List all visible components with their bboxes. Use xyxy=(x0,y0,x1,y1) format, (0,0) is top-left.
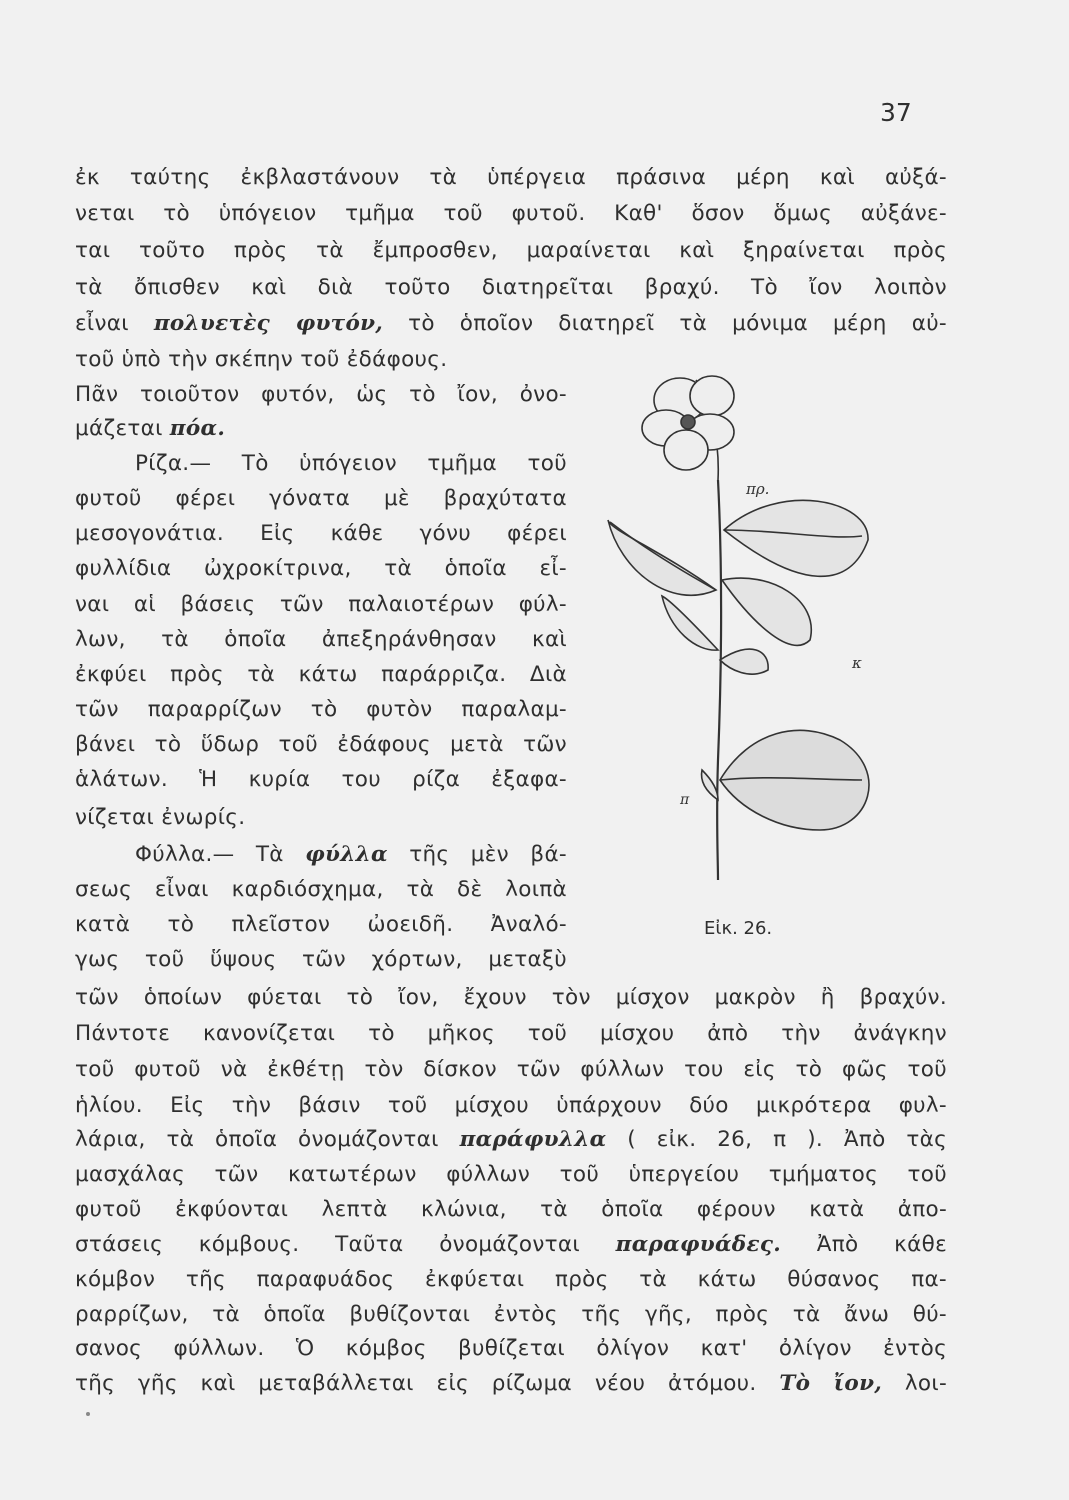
text-line: φυτοῦ ἐκφύονται λεπτὰ κλώνια, τὰ ὁποῖα φέρουν κατὰ ἀπο- xyxy=(75,1197,947,1222)
text-line xyxy=(75,1227,947,1263)
text-line xyxy=(75,306,947,342)
text-line xyxy=(75,837,567,873)
text-span: τῆς μὲν βά- xyxy=(387,842,567,867)
text-span: — Τὰ xyxy=(212,842,306,867)
text-line: κατὰ τὸ πλεῖστον ὠοειδῆ. Ἀναλό- xyxy=(75,912,567,937)
text-line: τῶν ὁποίων φύεται τὸ ἴον, ἔχουν τὸν μίσχον μακρὸν ἢ βραχύν. xyxy=(75,985,947,1010)
text-line: ραρρίζων, τὰ ὁποῖα βυθίζονται ἐντὸς τῆς γῆς, πρὸς τὰ ἄνω θύ- xyxy=(75,1302,947,1327)
text-span: στάσεις κόμβους. Ταῦτα ὀνομάζονται xyxy=(75,1232,616,1257)
text-line: ἁλάτων. Ἡ κυρία του ρίζα ἐξαφα- xyxy=(75,767,567,792)
page-number: 37 xyxy=(880,98,912,127)
term-to-ion: Τὸ ἴον, xyxy=(779,1371,883,1396)
text-line xyxy=(75,446,567,482)
text-line: τοῦ φυτοῦ νὰ ἐκθέτῃ τὸν δίσκον τῶν φύλλων του εἰς τὸ φῶς τοῦ xyxy=(75,1057,947,1082)
text-line: Πᾶν τοιοῦτον φυτόν, ὡς τὸ ἴον, ὀνο- xyxy=(75,382,567,407)
text-line: γως τοῦ ὕψους τῶν χόρτων, μεταξὺ xyxy=(75,947,567,972)
text-span: λάρια, τὰ ὁποῖα ὀνομάζονται xyxy=(75,1127,460,1152)
text-span: λοι- xyxy=(882,1371,948,1396)
section-heading-fylla: Φύλλα. xyxy=(135,842,213,867)
term-poa: πόα. xyxy=(169,416,226,441)
text-span: Ἀπὸ κάθε xyxy=(781,1232,947,1257)
text-line: βάνει τὸ ὕδωρ τοῦ ἐδάφους μετὰ τῶν xyxy=(75,732,567,757)
text-line: τοῦ ὑπὸ τὴν σκέπην τοῦ ἐδάφους. xyxy=(75,347,448,372)
text-line: κόμβον τῆς παραφυάδος ἐκφύεται πρὸς τὰ κάτω θύσανος πα- xyxy=(75,1267,947,1292)
text-span: τῆς γῆς καὶ μεταβάλλεται εἰς ρίζωμα νέου ἀτόμου. xyxy=(75,1371,780,1396)
text-line: ἐκ ταύτης ἐκβλαστάνουν τὰ ὑπέργεια πράσινα μέρη καὶ αὐξά- xyxy=(75,165,947,190)
violet-plant-illustration xyxy=(600,360,890,960)
text-line: ται τοῦτο πρὸς τὰ ἔμπροσθεν, μαραίνεται καὶ ξηραίνεται πρὸς xyxy=(75,238,947,263)
text-line: Πάντοτε κανονίζεται τὸ μῆκος τοῦ μίσχου ἀπὸ τὴν ἀνάγκην xyxy=(75,1021,947,1046)
text-line: ἐκφύει πρὸς τὰ κάτω παράρριζα. Διὰ xyxy=(75,662,567,687)
term-parafylla: παράφυλλα xyxy=(459,1127,607,1152)
figure-label-p: π xyxy=(680,792,690,808)
text-line: τῶν παραρρίζων τὸ φυτὸν παραλαμ- xyxy=(75,697,567,722)
ink-dot xyxy=(86,1412,90,1416)
text-line: λων, τὰ ὁποῖα ἀπεξηράνθησαν καὶ xyxy=(75,627,567,652)
text-line: φυτοῦ φέρει γόνατα μὲ βραχύτατα xyxy=(75,486,567,511)
term-fylla: φύλλα xyxy=(305,842,388,867)
text-line: σανος φύλλων. Ὁ κόμβος βυθίζεται ὀλίγον κατ' ὀλίγον ἐντὸς xyxy=(75,1336,947,1361)
text-line: τὰ ὄπισθεν καὶ διὰ τοῦτο διατηρεῖται βραχύ. Τὸ ἴον λοιπὸν xyxy=(75,275,947,300)
text-line xyxy=(75,1122,947,1158)
text-line: μασχάλας τῶν κατωτέρων φύλλων τοῦ ὑπεργείου τμήματος τοῦ xyxy=(75,1162,947,1187)
text-line: ναι αἱ βάσεις τῶν παλαιοτέρων φύλ- xyxy=(75,592,567,617)
text-line xyxy=(75,1366,947,1402)
term-parafyades: παραφυάδες. xyxy=(615,1232,781,1257)
text-line: μεσογονάτια. Εἰς κάθε γόνυ φέρει xyxy=(75,521,567,546)
figure-label-k: κ xyxy=(852,654,862,672)
text-line: νεται τὸ ὑπόγειον τμῆμα τοῦ φυτοῦ. Καθ' ὅσον ὅμως αὐξάνε- xyxy=(75,201,947,226)
term-polyetes-phyton: πολυετὲς φυτόν, xyxy=(153,311,384,336)
text-span: ( εἰκ. 26, π ). Ἀπὸ τὰς xyxy=(606,1127,947,1152)
text-line: σεως εἶναι καρδιόσχημα, τὰ δὲ λοιπὰ xyxy=(75,877,567,902)
text-line: ἡλίου. Εἰς τὴν βάσιν τοῦ μίσχου ὑπάρχουν δύο μικρότερα φυλ- xyxy=(75,1093,947,1118)
text-line: φυλλίδια ὠχροκίτρινα, τὰ ὁποῖα εἶ- xyxy=(75,556,567,581)
figure-label-pr: πρ. xyxy=(746,480,770,498)
text-line: νίζεται ἐνωρίς. xyxy=(75,805,246,830)
text-span: μάζεται xyxy=(75,416,170,441)
section-heading-riza: Ρίζα. xyxy=(135,451,190,476)
text-line xyxy=(75,411,567,447)
figure-caption: Εἰκ. 26. xyxy=(704,918,773,939)
text-span: τὸ ὁποῖον διατηρεῖ τὰ μόνιμα μέρη αὐ- xyxy=(383,311,947,336)
text-span: — Τὸ ὑπόγειον τμῆμα τοῦ xyxy=(189,451,567,476)
text-span: εἶναι xyxy=(75,311,154,336)
